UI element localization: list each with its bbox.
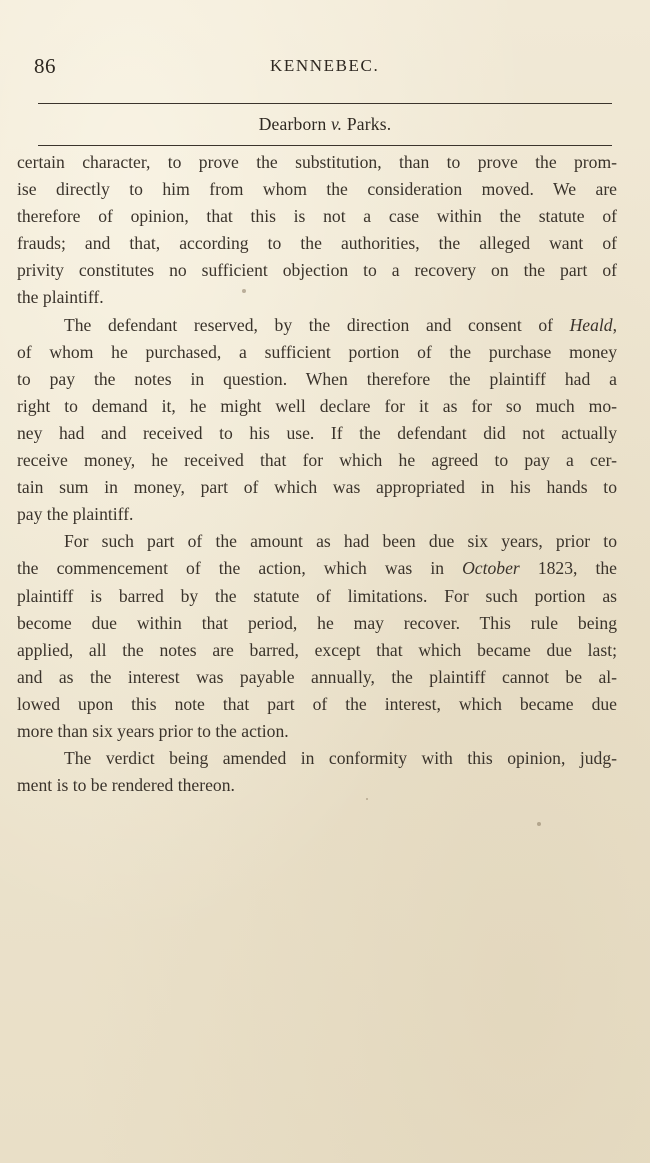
- text-line: [17, 312, 617, 339]
- case-defendant: Parks.: [346, 114, 392, 134]
- text-segment: become due within that period, he may recover. This rule being: [17, 612, 617, 633]
- text-line: [17, 230, 617, 257]
- opinion-body: [17, 149, 617, 799]
- text-line: [17, 745, 617, 772]
- text-line: [17, 203, 617, 230]
- text-line: [17, 339, 617, 366]
- text-segment: ney had and received to his use. If the defendant did not actually: [17, 422, 617, 443]
- text-segment: right to demand it, he might well declare for it as for so much mo-: [17, 395, 617, 416]
- text-line: [17, 176, 617, 203]
- running-head: KENNEBEC.: [270, 56, 380, 75]
- text-line: [17, 474, 617, 501]
- case-plaintiff: Dearborn: [258, 114, 327, 134]
- text-line: [17, 366, 617, 393]
- text-segment: more than six years prior to the action.: [17, 720, 289, 741]
- text-segment: ment is to be rendered thereon.: [17, 775, 235, 796]
- text-segment: privity constitutes no sufficient objection to a recovery on the part of: [17, 260, 617, 281]
- text-segment: ,: [612, 314, 617, 335]
- text-line: [17, 284, 617, 311]
- page-number: 86: [34, 54, 56, 78]
- text-segment: lowed upon this note that part of the interest, which became due: [17, 693, 617, 714]
- case-title: [0, 114, 650, 135]
- text-line: [17, 447, 617, 474]
- text-segment: applied, all the notes are barred, except that which became due last;: [17, 639, 617, 660]
- header-rule-top: [38, 103, 612, 104]
- case-versus: v.: [330, 114, 343, 134]
- header-rule-bottom: [38, 145, 612, 146]
- paper-speck: [366, 798, 368, 800]
- text-segment: pay the plaintiff.: [17, 504, 134, 525]
- text-line: [17, 610, 617, 637]
- text-segment: the plaintiff.: [17, 287, 104, 308]
- text-segment: The verdict being amended in conformity with this opinion, judg-: [64, 748, 617, 769]
- text-line: [17, 772, 617, 799]
- text-line: [17, 501, 617, 528]
- text-segment: plaintiff is barred by the statute of limitations. For such portion as: [17, 585, 617, 606]
- text-segment: to pay the notes in question. When therefore the plaintiff had a: [17, 368, 617, 389]
- text-segment: 1823, the: [519, 558, 617, 579]
- italic-text: Heald: [569, 314, 613, 335]
- text-line: [17, 393, 617, 420]
- italic-text: October: [462, 558, 520, 579]
- text-segment: therefore of opinion, that this is not a case within the statute of: [17, 206, 617, 227]
- text-line: [17, 149, 617, 176]
- text-segment: tain sum in money, part of which was appropriated in his hands to: [17, 477, 617, 498]
- paper-speck: [537, 822, 541, 826]
- text-segment: receive money, he received that for which he agreed to pay a cer-: [17, 450, 617, 471]
- text-line: [17, 528, 617, 555]
- text-segment: The defendant reserved, by the direction and consent of: [64, 314, 570, 335]
- text-segment: For such part of the amount as had been due six years, prior to: [64, 531, 617, 552]
- text-line: [17, 257, 617, 284]
- text-segment: the commencement of the action, which was in: [17, 558, 463, 579]
- text-line: [17, 664, 617, 691]
- text-line: [17, 583, 617, 610]
- text-line: [17, 420, 617, 447]
- text-segment: ise directly to him from whom the consideration moved. We are: [17, 179, 617, 200]
- text-line: [17, 718, 617, 745]
- text-segment: and as the interest was payable annually, the plaintiff cannot be al-: [17, 666, 617, 687]
- text-segment: certain character, to prove the substitution, than to prove the prom-: [17, 152, 617, 172]
- text-segment: of whom he purchased, a sufficient portion of the purchase money: [17, 341, 617, 362]
- page-header: [34, 54, 614, 84]
- text-segment: frauds; and that, according to the authorities, the alleged want of: [17, 233, 617, 254]
- text-line: [17, 637, 617, 664]
- text-line: [17, 555, 617, 582]
- text-line: [17, 691, 617, 718]
- paper-speck: [242, 289, 246, 293]
